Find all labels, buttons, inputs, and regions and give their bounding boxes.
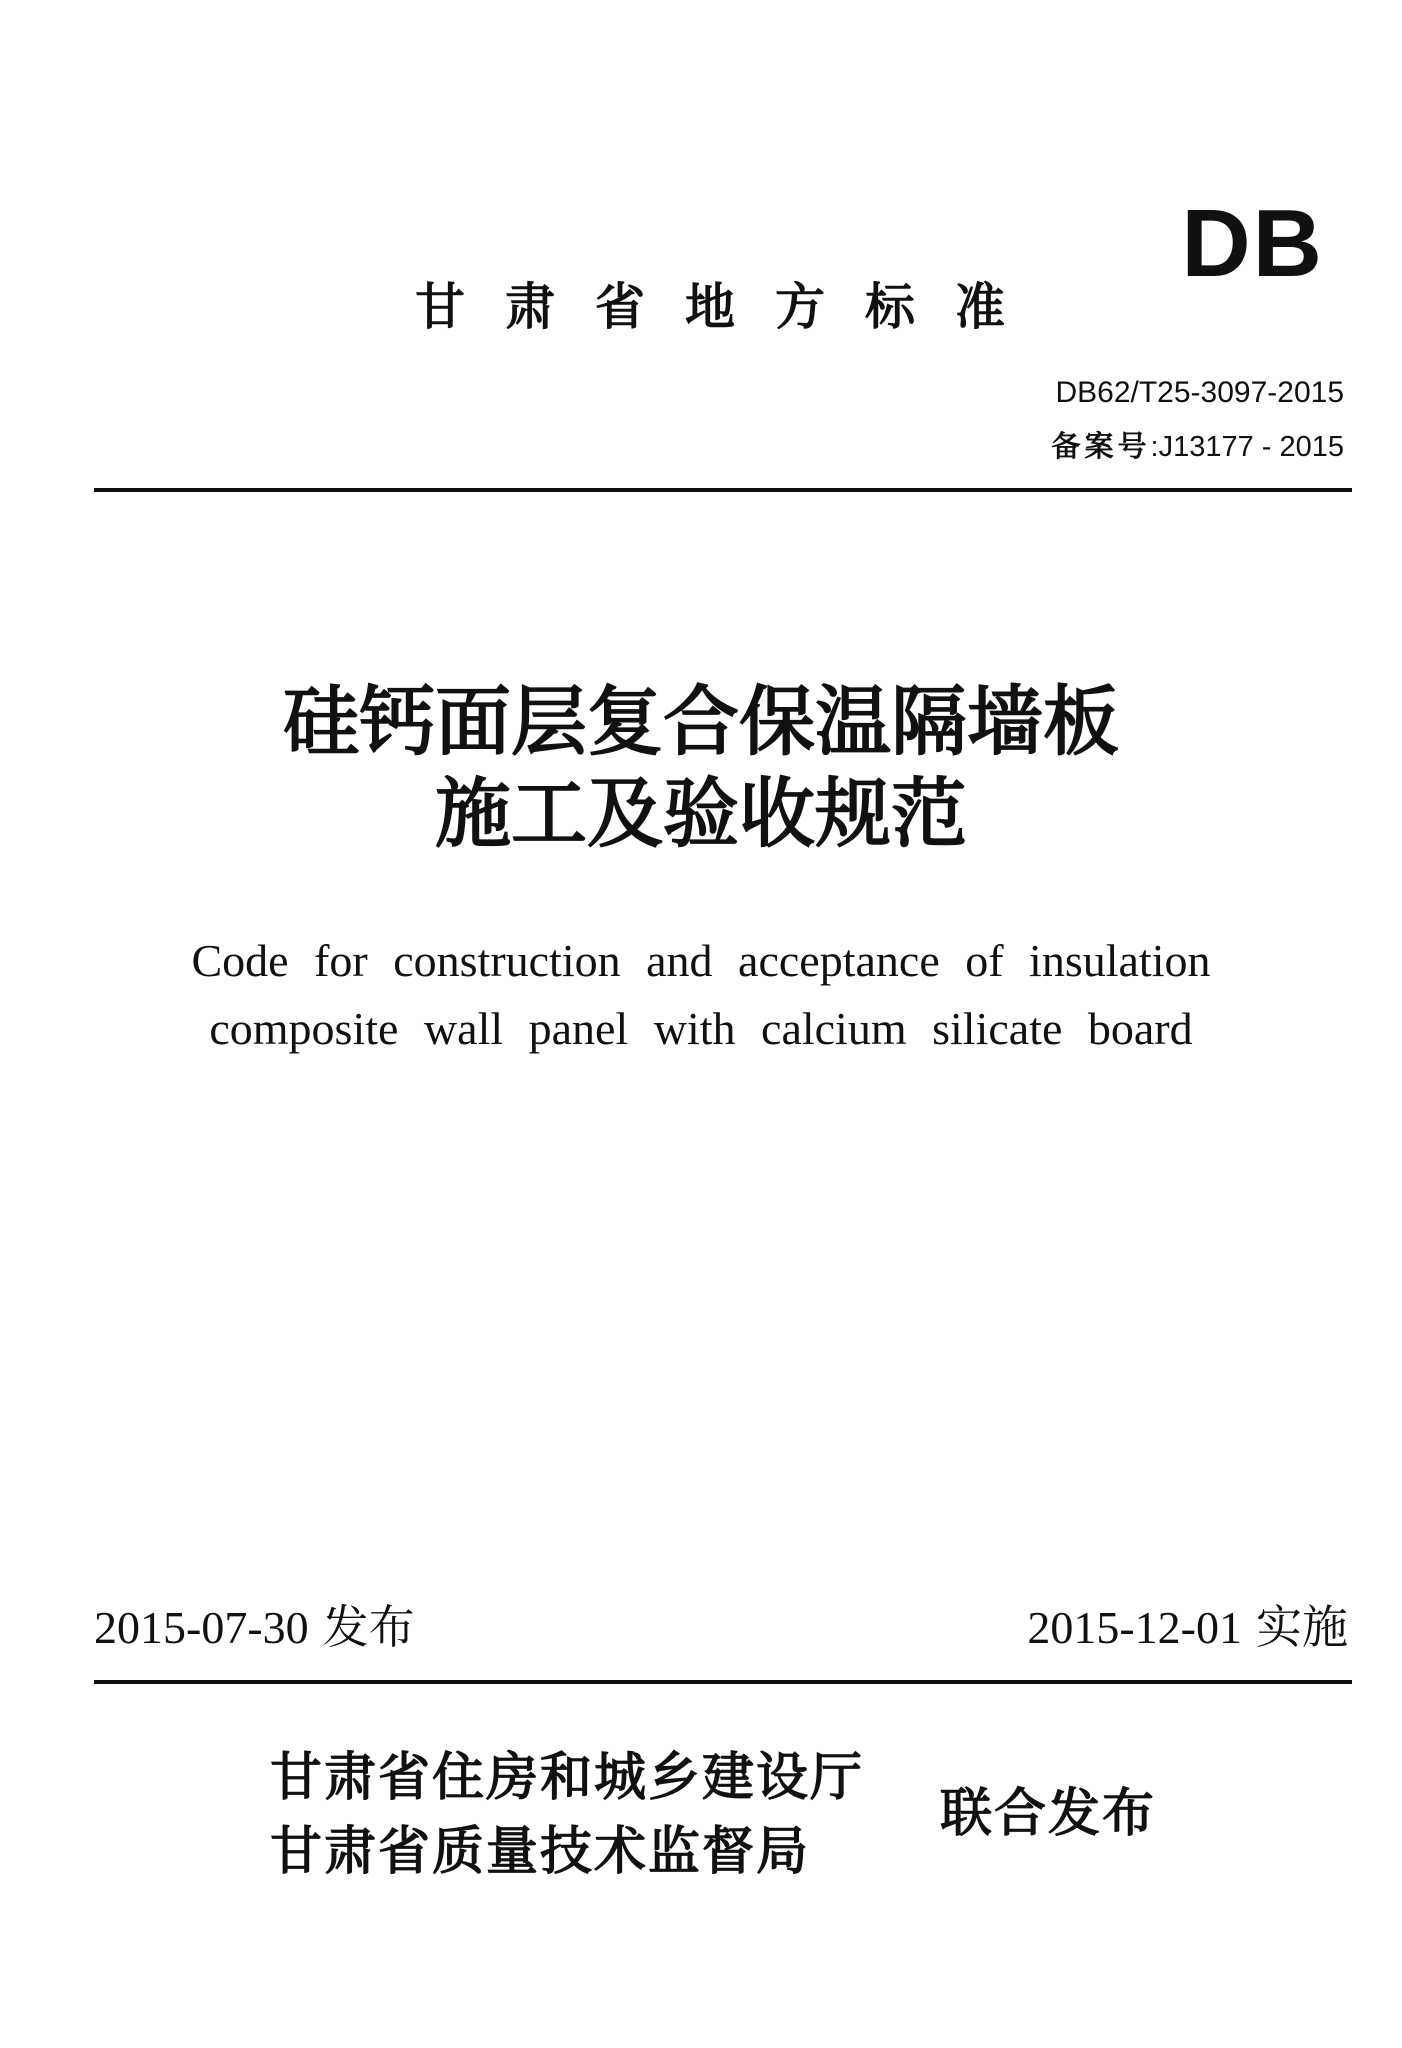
issue-suffix: 发布	[322, 1600, 415, 1654]
joint-issue-label: 联合发布	[940, 1784, 1157, 1844]
title-cn-line-1: 硅钙面层复合保温隔墙板	[283, 677, 1119, 766]
title-cn-line-2: 施工及验收规范	[435, 769, 967, 858]
title-en-line-2: composite wall panel with calcium silicate board	[209, 1003, 1193, 1054]
standard-category: 甘肃省地方标准	[415, 278, 1045, 336]
issue-date-line	[94, 1600, 415, 1654]
top-divider	[94, 488, 1352, 492]
title-en-line-1: Code for construction and acceptance of insulation	[191, 935, 1211, 986]
issue-date: 2015-07-30	[94, 1602, 309, 1653]
effective-date: 2015-12-01	[1027, 1602, 1242, 1653]
standard-number: DB62/T25-3097-2015	[1055, 376, 1344, 409]
db-mark: DB	[1181, 190, 1324, 297]
issuer-construction-dept: 甘肃省住房和城乡建设厅	[270, 1748, 865, 1808]
record-number	[1051, 429, 1345, 463]
effective-suffix: 实施	[1256, 1600, 1348, 1654]
issuer-quality-bureau: 甘肃省质量技术监督局	[270, 1822, 811, 1882]
record-value: :J13177 - 2015	[1150, 431, 1344, 463]
bottom-divider	[94, 1680, 1352, 1684]
effective-date-line	[1027, 1600, 1348, 1654]
record-label: 备案号	[1051, 429, 1151, 463]
